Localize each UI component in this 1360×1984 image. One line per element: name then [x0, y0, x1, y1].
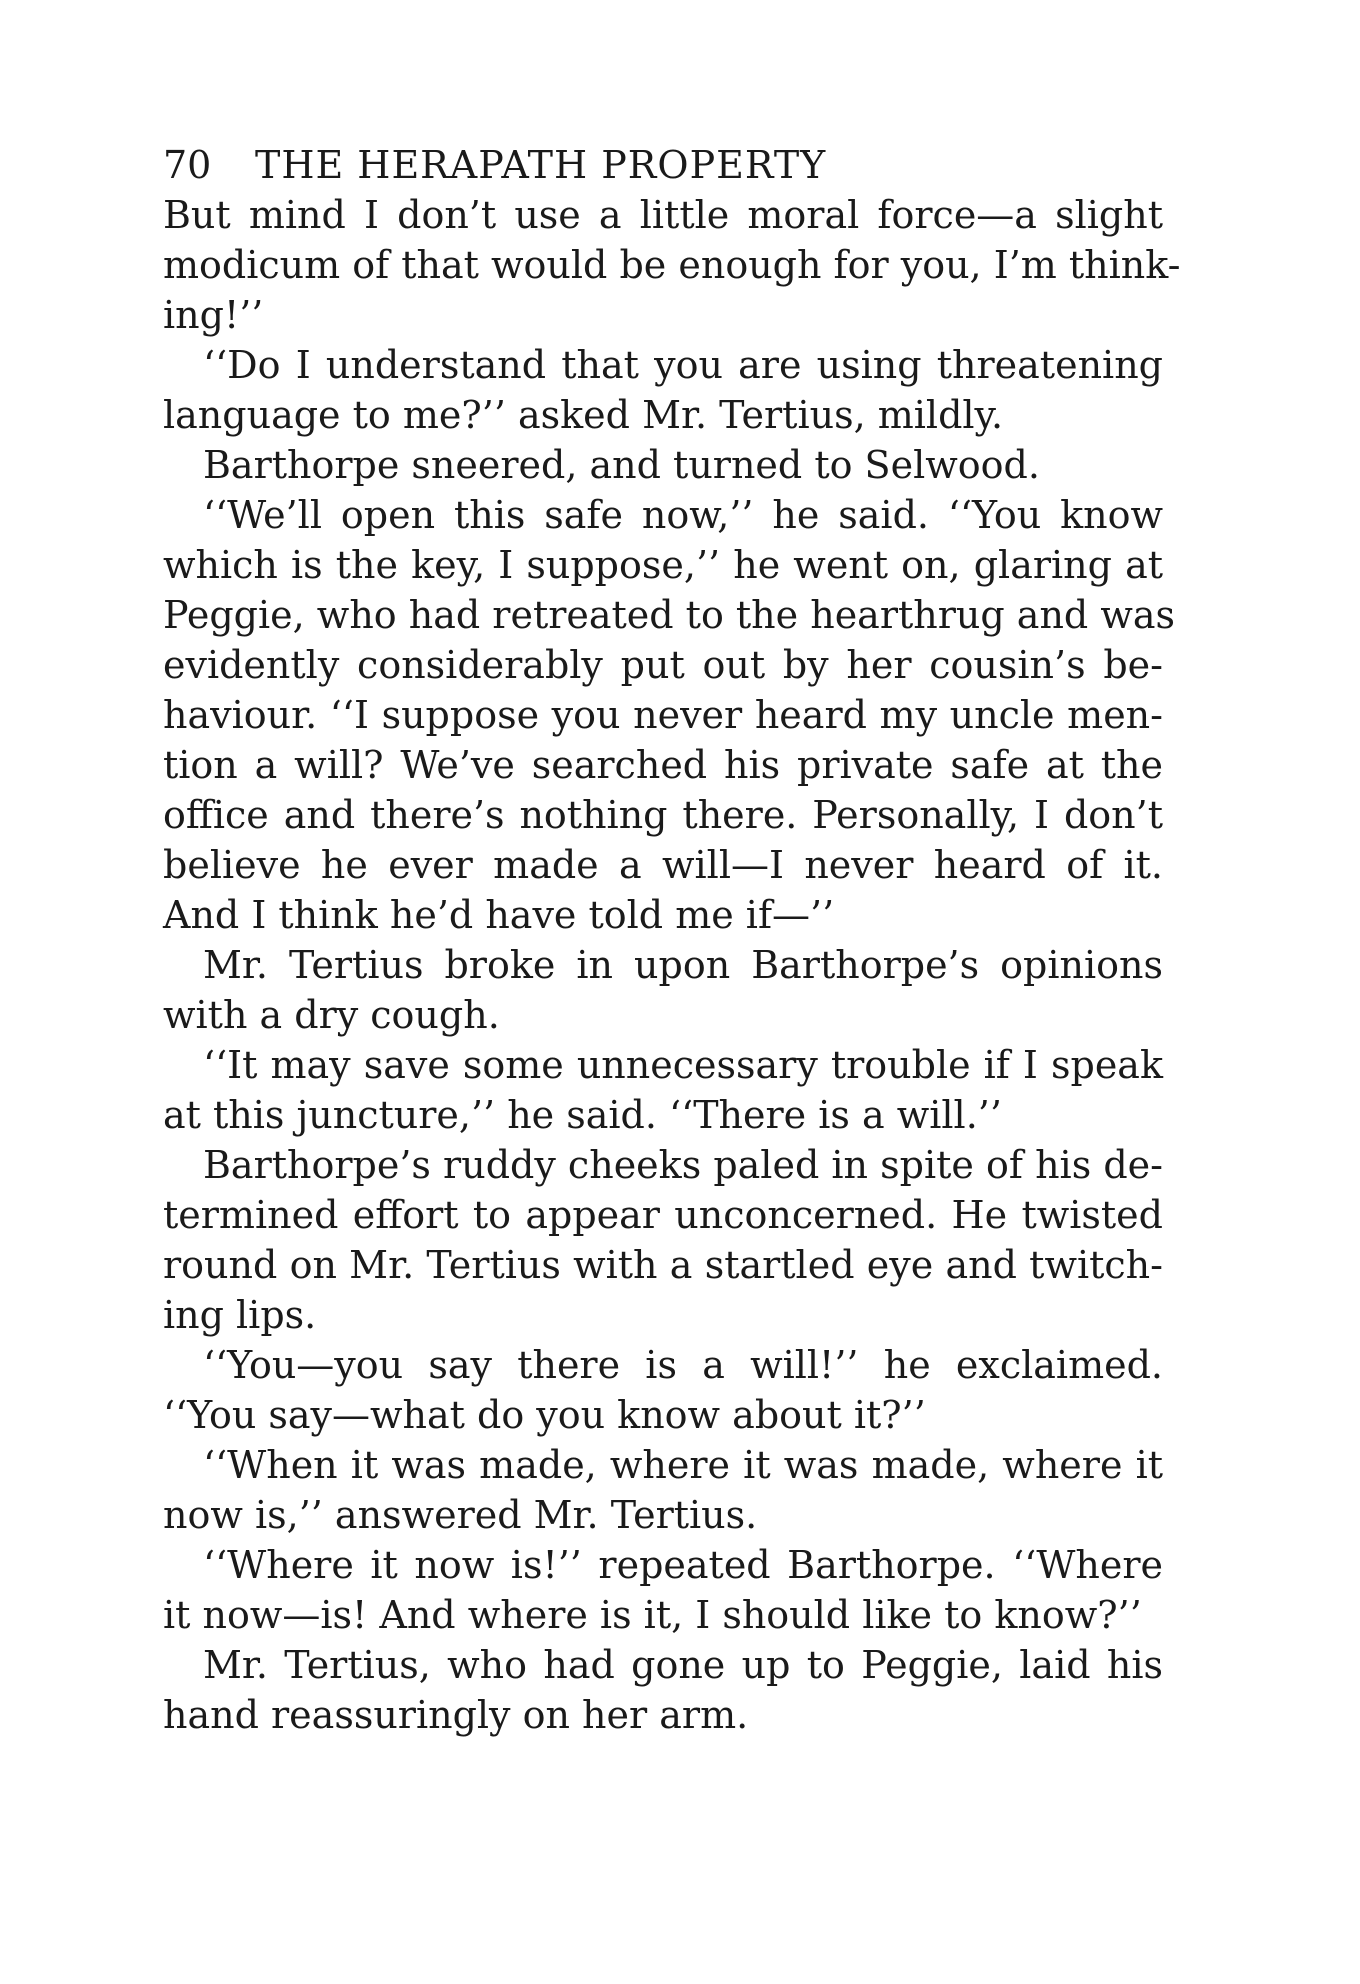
- text-line: hand reassuringly on her arm.: [163, 1693, 749, 1737]
- text-line: Peggie, who had retreated to the hearthrug and was: [163, 593, 1176, 637]
- paragraph: [163, 490, 1176, 940]
- text-line: now is,’’ answered Mr. Tertius.: [163, 1493, 758, 1537]
- text-line: Barthorpe sneered, and turned to Selwood.: [203, 443, 1040, 487]
- text-line: ‘‘You say—what do you know about it?’’: [163, 1393, 926, 1437]
- text-line: office and there’s nothing there. Personally, I don’t: [163, 793, 1163, 837]
- paragraph: [163, 190, 1181, 340]
- text-line: it now—is! And where is it, I should like to know?’’: [163, 1593, 1142, 1637]
- text-line: ‘‘Where it now is!’’ repeated Barthorpe. ‘‘Where: [203, 1543, 1163, 1587]
- paragraph: [163, 1540, 1163, 1640]
- text-line: ‘‘Do I understand that you are using threatening: [203, 343, 1163, 387]
- paragraph: [163, 1440, 1163, 1540]
- text-line: Mr. Tertius, who had gone up to Peggie, laid his: [203, 1643, 1163, 1687]
- text-line: termined effort to appear unconcerned. He twisted: [163, 1193, 1163, 1237]
- text-line: evidently considerably put out by her cousin’s be-: [163, 643, 1163, 687]
- text-line: But mind I don’t use a little moral force—a slight: [163, 193, 1163, 237]
- text-line: which is the key, I suppose,’’ he went on, glaring at: [163, 543, 1163, 587]
- page-number: 70: [163, 143, 212, 187]
- running-head: [163, 140, 1163, 190]
- text-line: ‘‘You—you say there is a will!’’ he exclaimed.: [203, 1343, 1163, 1387]
- paragraph: [163, 940, 1163, 1040]
- paragraph: [163, 1640, 1163, 1740]
- text-line: ‘‘When it was made, where it was made, where it: [203, 1443, 1163, 1487]
- text-line: Mr. Tertius broke in upon Barthorpe’s opinions: [203, 943, 1163, 987]
- text-line: language to me?’’ asked Mr. Tertius, mildly.: [163, 393, 1004, 437]
- text-line: ‘‘We’ll open this safe now,’’ he said. ‘‘You know: [203, 493, 1163, 537]
- paragraph: [163, 340, 1163, 440]
- body-text: [163, 190, 1181, 1740]
- text-line: modicum of that would be enough for you, I’m think-: [163, 243, 1181, 287]
- text-line: at this juncture,’’ he said. ‘‘There is a will.’’: [163, 1093, 1002, 1137]
- book-page: [163, 140, 1181, 1740]
- text-line: with a dry cough.: [163, 993, 500, 1037]
- text-line: ing lips.: [163, 1293, 317, 1337]
- paragraph: [163, 440, 1163, 490]
- paragraph: [163, 1340, 1163, 1440]
- text-line: haviour. ‘‘I suppose you never heard my uncle men-: [163, 693, 1163, 737]
- paragraph: [163, 1040, 1163, 1140]
- text-line: tion a will? We’ve searched his private safe at the: [163, 743, 1163, 787]
- text-line: And I think he’d have told me if—’’: [163, 893, 835, 937]
- text-line: believe he ever made a will—I never heard of it.: [163, 843, 1163, 887]
- text-line: Barthorpe’s ruddy cheeks paled in spite of his de-: [203, 1143, 1163, 1187]
- text-line: ing!’’: [163, 293, 264, 337]
- text-line: round on Mr. Tertius with a startled eye and twitch-: [163, 1243, 1163, 1287]
- paragraph: [163, 1140, 1163, 1340]
- book-title: THE HERAPATH PROPERTY: [255, 143, 827, 187]
- text-line: ‘‘It may save some unnecessary trouble if I speak: [203, 1043, 1163, 1087]
